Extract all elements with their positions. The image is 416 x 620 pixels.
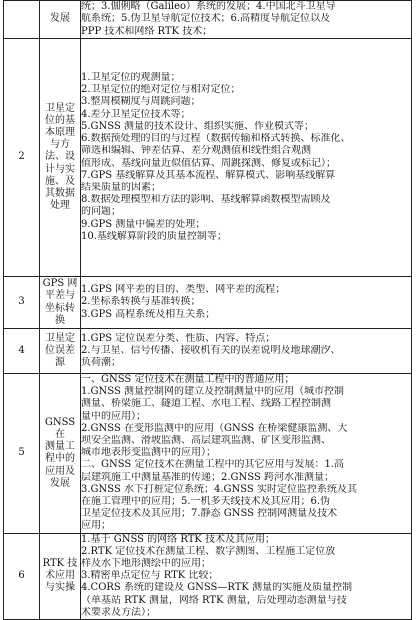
row-content-line: 1.基于 GNSS 的网络 RTK 技术及其应用； [81,533,276,545]
row-content-line: 7.GPS 基线解算及其基本流程、解算模式、影响基线解算 [81,169,336,181]
row-title-line: 平差与 [45,290,75,302]
row-content-line: 2.坐标系转换与基准转换； [81,296,201,308]
row-content-line: 2.RTK 定位技术在测量工程、数字测图、工程施工定位放 [81,545,336,557]
row-content-cell [81,277,412,329]
row-title-cell [40,533,81,619]
row-content-line: 9.GPS 测量中偏差的处理； [81,218,206,230]
row-title-line: 源 [55,357,65,369]
row-content-line: 量中的应用）； [81,410,146,422]
row-content-line: 4.差分卫星定位技术等； [81,108,191,120]
row-content-line: 的问题； [81,206,121,218]
row-title-line: 位的基 [45,114,75,126]
table-row [4,329,412,374]
row-number-cell [4,1,40,39]
row-content-cell [81,533,412,619]
row-content-cell [81,329,412,374]
row-content-line: 城市地表形变监测中的应用）； [81,447,216,459]
row-title-line: 卫星定 [45,332,75,344]
row-content-line: 层建筑施工中测量基准的传递；2.GNSS 跨河水准测量； [81,471,334,483]
table-row [4,1,412,39]
row-content-line: 3.精密单点定位与 RTK 比较； [81,570,219,582]
row-content-line: 3.GPS 高程系统及相互关系； [81,308,216,320]
row-content-line: 坝安全监测、滑坡监测、高层建筑监测、矿区变形监测、 [81,435,331,447]
row-content-line: 1.GPS 定位误差分类、性质、内容、特点； [81,332,276,344]
row-content-line: 测量、桥梁施工、隧道工程、水电工程、线路工程控制测 [81,398,331,410]
row-title-line: 卫星定 [45,102,75,114]
row-content-line: 航系统；5.伪卫星导航定位技术；6.高精度导航定位以及 [81,13,331,25]
row-number-cell: 4 [4,329,40,374]
row-title-line: 本原理 [45,126,75,138]
row-content-line: 样及水下地形测绘中的应用； [81,558,211,570]
syllabus-table-body [4,1,412,620]
row-content-line: 在施工管理中的应用；5.一机多天线技术及其应用；6.伪 [81,496,331,508]
row-title-line: RTK 技 [42,558,78,570]
row-title-line: 应用及 [45,465,75,477]
row-content-cell [81,1,412,39]
row-content-line: 3.整周模糊度与周跳问题； [81,96,201,108]
row-content-line: 2.与卫星、信号传播、接收机有关的误差说明及地球潮汐、 [81,344,341,356]
row-number-cell: 6 [4,533,40,619]
row-title-line: 与实操 [45,582,75,594]
row-content-line: 统；3.伽俐略（Galileo）系统的发展；4.中国北斗卫星导 [81,1,336,13]
row-content-line: PPP 技术和网络 RTK 技术； [81,25,213,37]
table-row [4,533,412,619]
row-content-line: 负荷潮； [81,357,121,369]
row-content-line: 2.GNSS 在变形监测中的应用（GNSS 在桥梁健康监测、大 [81,422,348,434]
row-title-line: 计与实 [45,163,75,175]
row-content-line: 筛选和编辑、钟差估算、差分观测值和线性组合观测 [81,145,311,157]
row-title-cell [40,1,81,39]
row-content-line: 8.数据处理模型和方法的影响、基线解算函数模型需顾及 [81,194,331,206]
row-title-cell [40,329,81,374]
row-title-line: 与方 [50,139,70,151]
row-title-line: 术应用 [45,570,75,582]
row-content-line: 值形成、基线向量近似值估算、周跳探测、修复或标记）； [81,157,336,169]
row-title-line: 其数据 [45,188,75,199]
row-title-line: 位误差 [45,344,75,356]
row-title-cell [40,39,81,277]
row-number-cell: 5 [4,374,40,534]
row-content-line: 二、GNSS 定位技术在测量工程中的其它应用与发展：1.高 [81,459,344,471]
row-content-line: 卫星定位技术及其应用；7.静态 GNSS 控制网测量及技术 [81,508,338,520]
row-content-cell [81,374,412,534]
row-content-line: 3.GNSS 水下打桩定位系统；4.GNSS 实时定位监控系统及其 [81,483,357,495]
row-title-line: 施、及 [45,175,75,187]
row-content-line: （单基站 RTK 测量，网络 RTK 测量，后处理动态测量与技 [81,594,347,606]
row-content-line: 一、GNSS 定位技术在测量工程中的普通应用； [81,374,295,385]
row-content-line: 1.GPS 网平差的目的、类型、网平差的流程； [81,284,286,296]
row-content-line: 应用； [81,520,111,532]
row-title-line: 换 [55,314,65,326]
row-content-line: 6.数据预处理的目的与过程（数据传输和格式转换、标准化、 [81,133,351,145]
row-content-cell [81,39,412,277]
table-row [4,39,412,277]
row-title-cell [40,277,81,329]
row-title-cell [40,374,81,534]
row-content-line: 结果质量的因素； [81,181,161,193]
row-number-cell: 2 [4,39,40,277]
row-content-line: 10.基线解算阶段的质量控制等； [81,230,227,242]
row-content-line: 1.GNSS 测量控制网的建立及控制测量中的应用（城市控制 [81,386,344,398]
row-title-line: 程中的 [45,453,75,465]
row-content-line: 1.卫星定位的观测量； [81,72,181,84]
row-title-line: 发展 [50,13,70,25]
row-title-line: 发展 [50,477,70,489]
row-content-line: 5.GNSS 测量的技术设计、组织实施、作业模式等； [81,120,314,132]
row-number-cell: 3 [4,277,40,329]
row-content-line: 术要求及方法）； [81,606,156,618]
row-title-line: 法、设 [45,151,75,163]
row-title-line: 测量工 [45,441,75,453]
row-title-line: 坐标转 [45,302,75,314]
row-title-line: GNSS 在 [44,416,76,440]
row-title-line: GPS 网 [42,278,78,290]
syllabus-table [3,0,412,620]
row-title-line: 处理 [50,200,70,212]
table-row [4,277,412,329]
table-row [4,374,412,534]
row-content-line: 2.卫星定位的绝对定位与相对定位； [81,84,241,96]
row-content-line: 4.CORS 系统的建设及 GNSS—RTK 测量的实施及质量控制 [81,582,353,594]
